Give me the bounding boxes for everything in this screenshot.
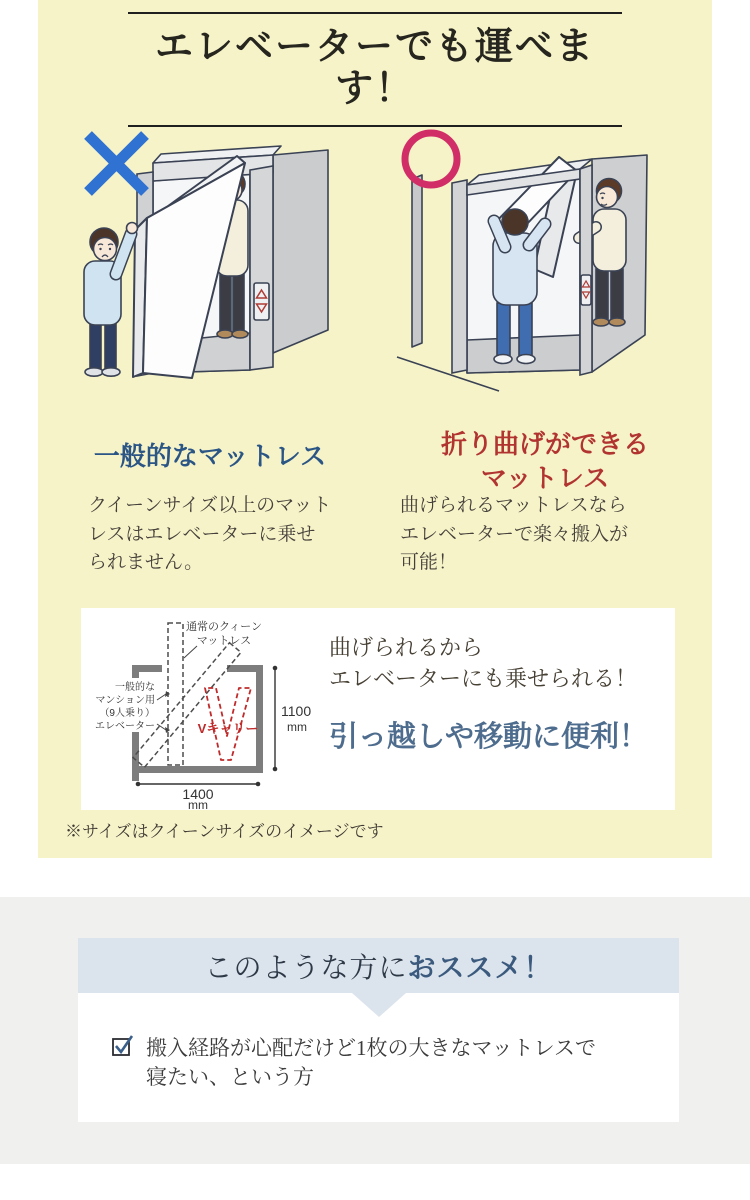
recommend-section	[0, 897, 750, 1164]
svg-text:mm: mm	[188, 798, 208, 810]
recommend-item-text: 搬入経路が心配だけど1枚の大きなマットレスで 寝たい、という方	[146, 1036, 597, 1089]
diagram-vcarry-label: Vキャリー	[197, 721, 259, 736]
size-diagram-box	[81, 608, 675, 810]
recommend-heading: このような方に	[204, 952, 408, 984]
recommend-list-item	[111, 1034, 596, 1092]
size-box-text: 曲げられるから エレベーターにも乗せられる！ 引っ越しや移動に便利！	[329, 635, 649, 754]
elevator-size-diagram	[81, 608, 331, 810]
svg-text:一般的な: 一般的な	[115, 682, 155, 693]
ng-description: クイーンサイズ以上のマット レスはエレベーターに乗せ られません。	[88, 495, 332, 573]
person-outside	[84, 223, 138, 377]
section-title-block	[128, 12, 622, 127]
checked-checkbox-icon	[111, 1034, 135, 1058]
svg-text:1400: 1400	[182, 786, 214, 802]
svg-text:マットレス: マットレス	[196, 635, 252, 647]
ng-caption: 一般的なマットレス	[93, 442, 327, 471]
svg-text:マンション用: マンション用	[95, 695, 155, 706]
diagram-height-dimension	[273, 666, 312, 772]
ok-circle-icon	[405, 133, 457, 185]
ok-elevator-illustration	[395, 125, 701, 410]
ok-caption: 折り曲げができる マットレス	[440, 430, 649, 494]
svg-text:エレベーター: エレベーター	[95, 721, 155, 732]
svg-text:（9人乗り）: （9人乗り）	[99, 708, 155, 719]
diagram-queen-label	[186, 619, 262, 647]
recommend-heading-banner	[78, 938, 679, 993]
svg-text:1100: 1100	[281, 703, 312, 719]
size-note: ※サイズはクイーンサイズのイメージです	[65, 822, 384, 841]
recommend-card	[78, 938, 679, 1122]
ng-elevator-illustration	[60, 128, 360, 410]
ng-x-icon	[88, 135, 145, 192]
ok-description: 曲げられるマットレスなら エレベーターで楽々搬入が 可能！	[400, 495, 629, 573]
banner-arrow-down	[352, 993, 406, 1017]
diagram-width-dimension	[136, 782, 261, 810]
elevator-feature-panel	[38, 0, 712, 858]
section-title: エレベーターでも運べます！	[154, 26, 595, 110]
diagram-mattress-upright	[168, 623, 183, 765]
benefit-text: 引っ越しや移動に便利！	[329, 721, 649, 754]
elevator-door-frame	[250, 166, 273, 370]
svg-text:通常のクィーン: 通常のクィーン	[186, 621, 262, 633]
svg-text:mm: mm	[287, 720, 307, 734]
recommend-heading-emphasis: おススメ！	[407, 952, 553, 984]
